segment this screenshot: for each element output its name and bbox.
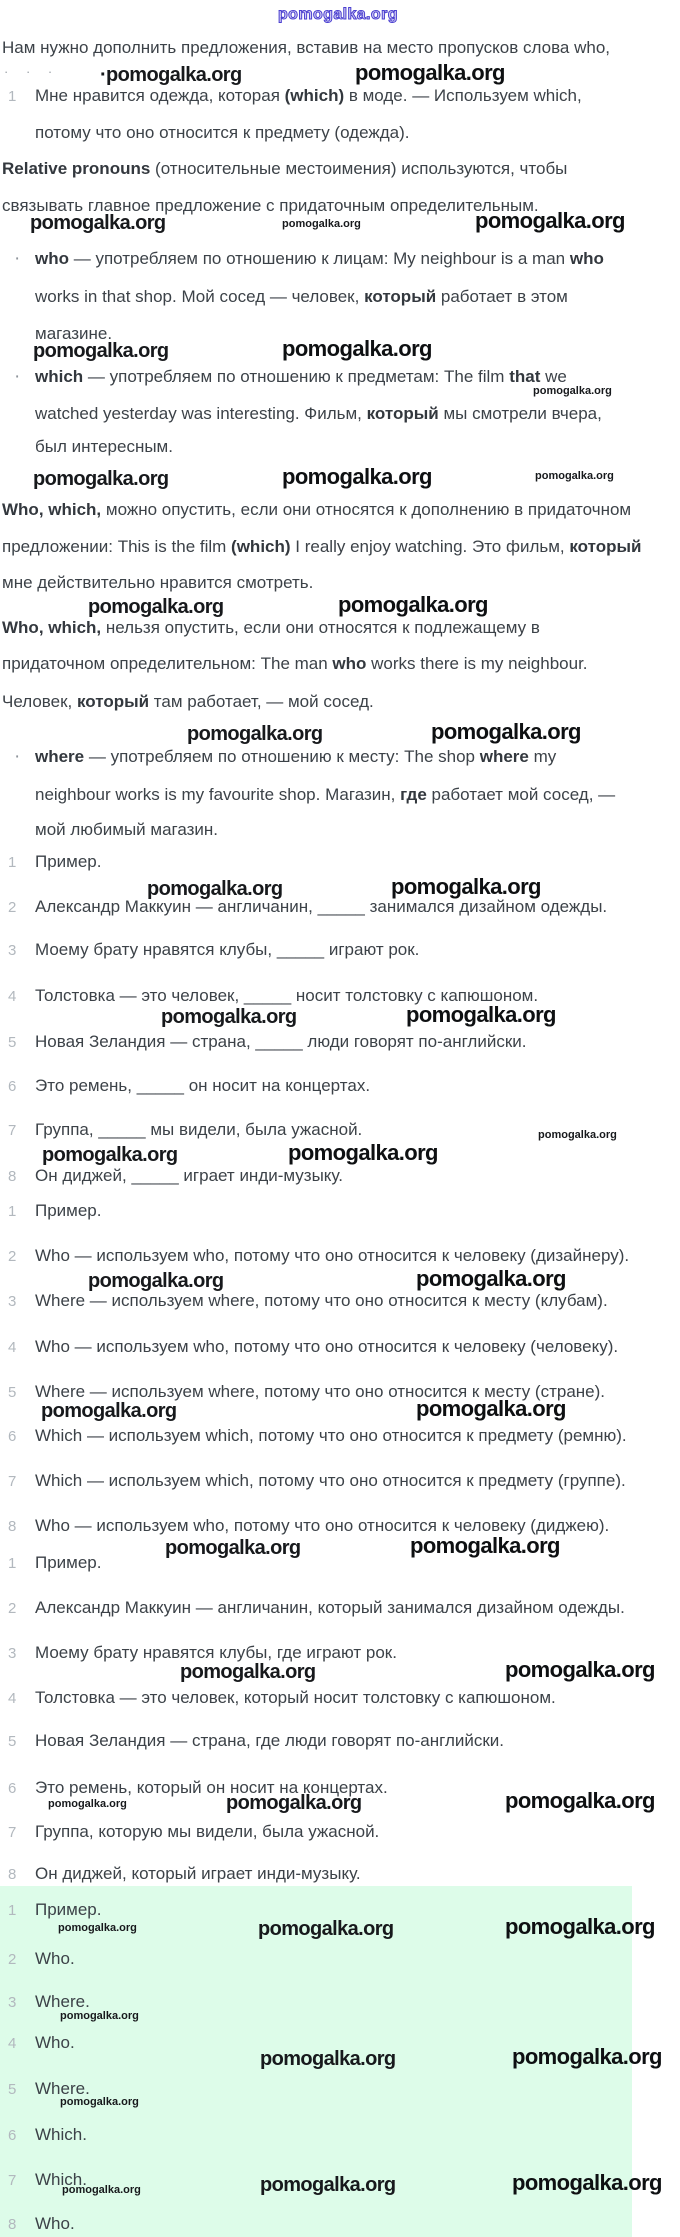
text-segment: Нам нужно дополнить предложения, вставив на место пропусков слова who, <box>2 38 610 57</box>
bullet-icon: · <box>14 746 21 767</box>
solution-item <box>8 1598 625 1619</box>
watermark: pomogalka.org <box>391 874 541 899</box>
item-number: 5 <box>8 1733 17 1750</box>
watermark: pomogalka.org <box>161 1006 297 1028</box>
watermark: pomogalka.org <box>58 1922 137 1934</box>
text-segment: (относительные местоимения) используются, чтобы <box>150 159 568 178</box>
text-segment: мой любимый магазин. <box>35 820 219 839</box>
watermark: pomogalka.org <box>226 1792 362 1814</box>
watermark: pomogalka.org <box>338 592 488 617</box>
watermark: pomogalka.org <box>535 470 614 482</box>
watermark: pomogalka.org <box>42 1144 178 1166</box>
text-segment: предложении: This is the film <box>2 537 232 556</box>
watermark: pomogalka.org <box>288 1140 438 1165</box>
item-text: Он диджей, который играет инди-музыку. <box>35 1864 361 1883</box>
text-segment: придаточном определительном: The man <box>2 654 333 673</box>
watermark: pomogalka.org <box>431 719 581 744</box>
dots-decoration: · · · <box>4 64 60 79</box>
text-segment: neighbour works is my favourite shop. Магазин, <box>35 785 401 804</box>
text-segment: works in that shop. Мой сосед — человек, <box>35 287 365 306</box>
bullet-icon: · <box>14 248 21 269</box>
bullet-item-where <box>14 747 556 767</box>
task-item <box>8 940 419 961</box>
task-item <box>8 986 538 1007</box>
task-item <box>8 852 102 873</box>
item-text: Who. <box>35 2214 75 2233</box>
bold-segment: который <box>364 287 437 306</box>
explanation-item <box>8 1291 608 1312</box>
explanation-item <box>8 1201 102 1222</box>
item-number: 1 <box>8 88 17 105</box>
explanation-item <box>8 1471 626 1492</box>
bullet-item-continued <box>35 437 173 457</box>
bullet-item-continued <box>35 324 112 344</box>
text-segment: в моде. — Используем which, <box>344 86 582 105</box>
watermark: pomogalka.org <box>512 2044 662 2069</box>
item-text: Which — используем which, потому что оно относится к предмету (ремню). <box>35 1426 627 1445</box>
text-segment: был интересным. <box>35 437 173 456</box>
item-number: 2 <box>8 1600 17 1617</box>
solution-item <box>8 1688 556 1709</box>
rule-paragraph-continued <box>2 537 641 557</box>
explanation-item <box>8 1246 629 1267</box>
solution-item <box>8 1643 397 1664</box>
text-segment: магазине. <box>35 324 113 343</box>
bullet-item-continued <box>35 404 602 424</box>
text-segment: watched yesterday was interesting. Фильм, <box>35 404 367 423</box>
text-segment: — употребляем по отношению к лицам: My neighbour is a man <box>69 249 570 268</box>
watermark: pomogalka.org <box>505 1788 655 1813</box>
bold-segment: который <box>569 537 642 556</box>
text-segment: можно опустить, если они относятся к дополнению в придаточном <box>101 500 632 519</box>
item-text: Пример. <box>35 1553 102 1572</box>
item-text: Пример. <box>35 1201 102 1220</box>
watermark: pomogalka.org <box>88 596 224 618</box>
item-text: Who — используем who, потому что оно относится к человеку (человеку). <box>35 1337 619 1356</box>
item-number: 6 <box>8 1428 17 1445</box>
explanation-item <box>8 1337 618 1358</box>
item-number: 1 <box>8 854 17 871</box>
text-segment: потому что оно относится к предмету (одежда). <box>35 123 410 142</box>
watermark: pomogalka.org <box>260 2174 396 2196</box>
bold-segment: where <box>35 747 85 766</box>
watermark: pomogalka.org <box>538 1129 617 1141</box>
item-number: 6 <box>8 2127 17 2144</box>
item-text: Моему брату нравятся клубы, _____ играют рок. <box>35 940 420 959</box>
explanation-item <box>8 1516 609 1537</box>
bold-segment: который <box>76 692 150 711</box>
watermark: pomogalka.org <box>533 385 612 397</box>
item-number: 5 <box>8 1384 17 1401</box>
task-item <box>8 1076 370 1097</box>
item-number: 4 <box>8 988 17 1005</box>
item-text: Who — используем who, потому что оно относится к человеку (диджею). <box>35 1516 610 1535</box>
bold-segment: which <box>35 367 84 386</box>
item-text: Who — используем who, потому что оно относится к человеку (дизайнеру). <box>35 1246 630 1265</box>
answer-item <box>8 1949 75 1970</box>
watermark: pomogalka.org <box>282 218 361 230</box>
bold-segment: who <box>35 249 69 268</box>
item-text: Александр Маккуин — англичанин, который занимался дизайном одежды. <box>35 1598 625 1617</box>
watermark-outline: pomogalka.org <box>278 6 398 23</box>
item-number: 8 <box>8 1866 17 1883</box>
watermark: pomogalka.org <box>260 2048 396 2070</box>
watermark: ·pomogalka.org <box>100 64 242 86</box>
item-text: Это ремень, который он носит на концертах. <box>35 1778 388 1797</box>
rule-paragraph <box>2 500 631 520</box>
watermark: pomogalka.org <box>406 1002 556 1027</box>
item-text: Which — используем which, потому что оно относится к предмету (группе). <box>35 1471 626 1490</box>
rule-paragraph-continued <box>2 692 374 712</box>
item-number: 5 <box>8 1034 17 1051</box>
answer-item <box>8 2033 75 2054</box>
text-segment: связывать главное предложение с придаточным определительным. <box>2 196 539 215</box>
bullet-item-continued <box>35 820 218 840</box>
watermark: pomogalka.org <box>282 336 432 361</box>
item-text: Who. <box>35 1949 75 1968</box>
watermark: pomogalka.org <box>88 1270 224 1292</box>
bold-segment: (which) <box>284 86 345 105</box>
watermark: pomogalka.org <box>33 340 169 362</box>
item-text: Where. <box>35 2079 90 2098</box>
bullet-item-who <box>14 249 604 269</box>
text-segment: my <box>528 747 557 766</box>
item-number: 6 <box>8 1078 17 1095</box>
item-number: 2 <box>8 899 17 916</box>
text-segment: we <box>540 367 567 386</box>
item-text: Толстовка — это человек, _____ носит толстовку с капюшоном. <box>35 986 539 1005</box>
item-text: Новая Зеландия — страна, _____ люди говорят по-английски. <box>35 1032 527 1051</box>
watermark: pomogalka.org <box>60 2010 139 2022</box>
rule-paragraph <box>2 618 540 638</box>
bullet-item-continued <box>35 287 568 307</box>
task-item <box>8 897 607 918</box>
watermark: pomogalka.org <box>416 1396 566 1421</box>
text-segment: — употребляем по отношению к предметам: The film <box>83 367 510 386</box>
text-segment: работает мой сосед, — <box>426 785 616 804</box>
explanation-item <box>8 1426 627 1447</box>
item-number: 2 <box>8 1951 17 1968</box>
item-number: 7 <box>8 1122 17 1139</box>
item-text: Which. <box>35 2125 87 2144</box>
item-number: 1 <box>8 1902 17 1919</box>
bold-segment: который <box>366 404 439 423</box>
answer-item <box>8 2125 87 2146</box>
item-number: 1 <box>8 1555 17 1572</box>
item-text: Новая Зеландия — страна, где люди говорят по-английски. <box>35 1731 505 1750</box>
watermark: pomogalka.org <box>505 1914 655 1939</box>
item-number: 7 <box>8 1824 17 1841</box>
bold-segment: Relative pronouns <box>2 159 151 178</box>
item-number: 3 <box>8 1994 17 2011</box>
item-number: 5 <box>8 2081 17 2098</box>
rule-paragraph-continued <box>2 654 588 674</box>
watermark: pomogalka.org <box>187 723 323 745</box>
solution-item <box>8 1864 361 1885</box>
bold-segment: where <box>479 747 529 766</box>
item-number: 4 <box>8 1339 17 1356</box>
watermark: pomogalka.org <box>33 468 169 490</box>
text-segment: работает в этом <box>436 287 568 306</box>
watermark: pomogalka.org <box>180 1661 316 1683</box>
task-item <box>8 1166 343 1187</box>
watermark: pomogalka.org <box>416 1266 566 1291</box>
item-number: 3 <box>8 1293 17 1310</box>
item-number: 3 <box>8 1645 17 1662</box>
item-number: 2 <box>8 1248 17 1265</box>
solution-item <box>8 1553 102 1574</box>
bold-segment: Who, which, <box>2 618 102 637</box>
item-text: Группа, которую мы видели, была ужасной. <box>35 1822 380 1841</box>
task-item <box>8 1120 362 1141</box>
item-text: Толстовка — это человек, который носит толстовку с капюшоном. <box>35 1688 556 1707</box>
text-segment: мне действительно нравится смотреть. <box>2 573 314 592</box>
watermark: pomogalka.org <box>410 1533 560 1558</box>
bold-segment: that <box>509 367 541 386</box>
solution-item <box>8 1778 388 1799</box>
text-segment: works there is my neighbour. <box>366 654 588 673</box>
bold-segment: who <box>569 249 604 268</box>
rule-paragraph <box>2 159 567 179</box>
watermark: pomogalka.org <box>475 208 625 233</box>
item-text: Where — используем where, потому что оно относится к месту (стране). <box>35 1382 606 1401</box>
watermark: pomogalka.org <box>147 878 283 900</box>
answer-item <box>8 1992 90 2013</box>
item-number: 8 <box>8 2216 17 2233</box>
watermark: pomogalka.org <box>30 212 166 234</box>
watermark: pomogalka.org <box>355 60 505 85</box>
text-segment: Мне нравится одежда, которая <box>35 86 285 105</box>
bullet-item-which <box>14 367 567 387</box>
item-text: Where — используем where, потому что оно относится к месту (клубам). <box>35 1291 608 1310</box>
text-segment: — употребляем по отношению к месту: The shop <box>84 747 480 766</box>
item-text: Он диджей, _____ играет инди-музыку. <box>35 1166 343 1185</box>
answer-item <box>8 2214 75 2235</box>
watermark: pomogalka.org <box>60 2096 139 2108</box>
bullet-icon: · <box>14 366 21 387</box>
watermark: pomogalka.org <box>505 1657 655 1682</box>
watermark: pomogalka.org <box>48 1798 127 1810</box>
text-segment: I really enjoy watching. Это фильм, <box>290 537 570 556</box>
bold-segment: who <box>332 654 367 673</box>
item-text: Which. <box>35 2170 87 2189</box>
explanation-item <box>8 1382 605 1403</box>
bold-segment: (which) <box>231 537 291 556</box>
item-number: 4 <box>8 2035 17 2052</box>
solution-item <box>8 1731 504 1752</box>
intro-paragraph <box>2 38 610 58</box>
answer-item <box>8 2079 90 2100</box>
item-number: 3 <box>8 942 17 959</box>
item-text: Это ремень, _____ он носит на концертах. <box>35 1076 371 1095</box>
item-text: Пример. <box>35 1900 102 1919</box>
item-number: 4 <box>8 1690 17 1707</box>
answer-item <box>8 1900 102 1921</box>
item-text: Пример. <box>35 852 102 871</box>
item-number: 6 <box>8 1780 17 1797</box>
item-number: 7 <box>8 2172 17 2189</box>
example-item <box>8 86 582 107</box>
item-text: Where. <box>35 1992 90 2011</box>
text-segment: мы смотрели вчера, <box>438 404 602 423</box>
rule-paragraph-continued <box>2 196 539 216</box>
answer-item <box>8 2170 87 2191</box>
text-segment: там работает, — мой сосед. <box>149 692 374 711</box>
watermark: pomogalka.org <box>165 1537 301 1559</box>
item-number: 1 <box>8 1203 17 1220</box>
item-text: Александр Маккуин — англичанин, _____ занимался дизайном одежды. <box>35 897 608 916</box>
solution-item <box>8 1822 379 1843</box>
watermark: pomogalka.org <box>62 2184 141 2196</box>
task-item <box>8 1032 526 1053</box>
item-text: Моему брату нравятся клубы, где играют рок. <box>35 1643 397 1662</box>
text-segment: Человек, <box>2 692 77 711</box>
watermark: pomogalka.org <box>41 1400 177 1422</box>
bold-segment: Who, which, <box>2 500 102 519</box>
bullet-item-continued <box>35 785 615 805</box>
watermark: pomogalka.org <box>258 1918 394 1940</box>
item-number: 7 <box>8 1473 17 1490</box>
watermark: pomogalka.org <box>282 464 432 489</box>
rule-paragraph-continued <box>2 573 313 593</box>
watermark: pomogalka.org <box>512 2170 662 2195</box>
example-item-continued <box>35 123 409 143</box>
item-number: 8 <box>8 1518 17 1535</box>
bold-segment: где <box>400 785 427 804</box>
item-text: Группа, _____ мы видели, была ужасной. <box>35 1120 363 1139</box>
item-text: Who. <box>35 2033 75 2052</box>
item-number: 8 <box>8 1168 17 1185</box>
text-segment: нельзя опустить, если они относятся к подлежащему в <box>101 618 540 637</box>
